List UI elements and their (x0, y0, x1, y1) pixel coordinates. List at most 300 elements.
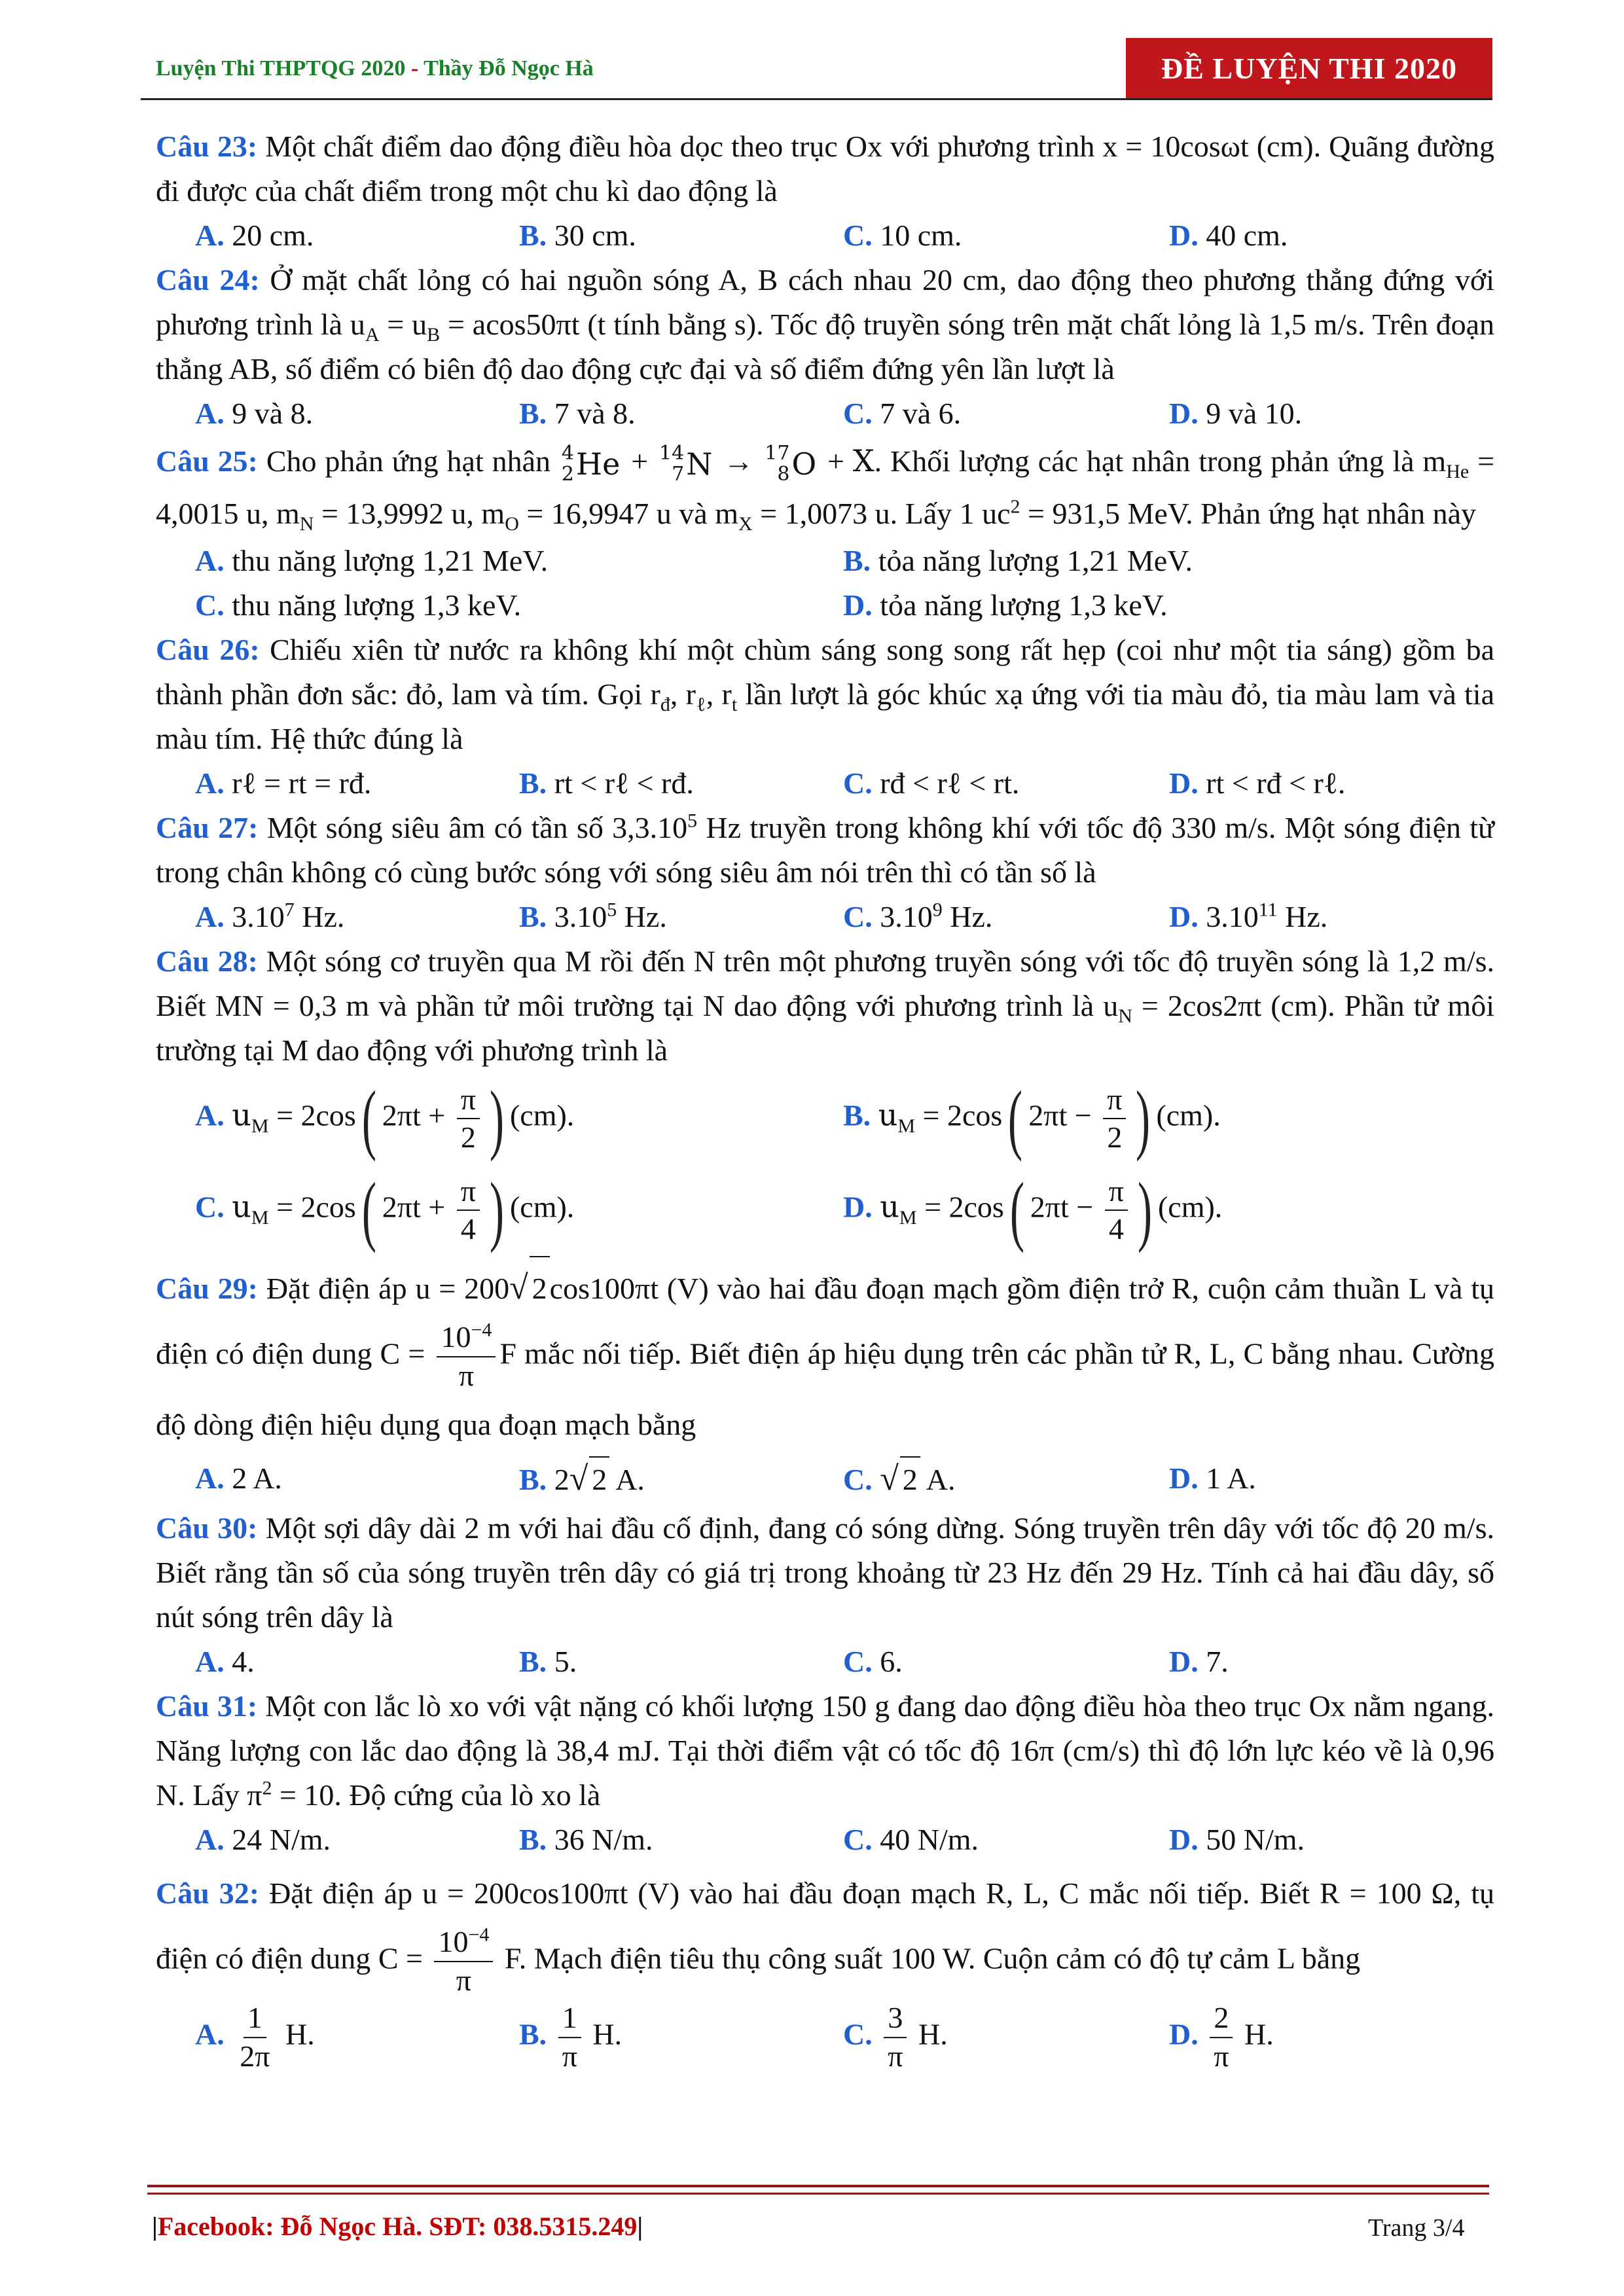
header-course: Luyện Thi THPTQG 2020 (156, 56, 406, 81)
option-b (519, 1640, 577, 1684)
option-text: H. (585, 2017, 623, 2051)
question-23 (156, 124, 1494, 213)
math-text: (cm). (509, 1191, 575, 1224)
math-var: u (232, 1189, 251, 1225)
option-c (843, 1818, 979, 1862)
option-b (519, 761, 694, 806)
subscript: N (299, 513, 314, 535)
question-text: , r (670, 677, 696, 711)
option-text: H. (911, 2017, 948, 2051)
option-text: 40 cm. (1206, 219, 1288, 252)
numerator (434, 1925, 493, 1962)
option-letter: C. (843, 900, 873, 934)
option-letter: A. (195, 1099, 225, 1132)
option-letter: A. (195, 1462, 225, 1496)
option-letter: C. (843, 397, 873, 430)
fraction (1210, 2001, 1233, 2074)
option-d (843, 583, 1168, 628)
math-text: u = 200 (415, 1272, 510, 1306)
question-number: Câu 29: (156, 1272, 258, 1306)
denominator: π (456, 1964, 472, 1998)
option-text: Hz. (617, 900, 667, 934)
question-text: Một sóng siêu âm có tần số 3,3.10 (258, 811, 688, 845)
math-var: u (880, 1189, 899, 1225)
option-b (843, 539, 1193, 583)
option-letter: D. (1169, 900, 1199, 934)
question-text: Một sóng cơ truyền qua M rồi đến N trên một phương truyền sóng với tốc độ truyền sóng là 1,2 m/s. Biết MN = 0,3 m và phần tử môi trường tại N dao động với phương trình là u (156, 944, 1494, 1023)
option-text: rt < rℓ < rđ. (554, 766, 694, 800)
option-text: 3.10 (880, 900, 933, 934)
option-letter: A. (195, 219, 225, 252)
math-text: = 2cos (268, 1099, 356, 1132)
subscript: O (505, 513, 519, 535)
option-letter: C. (195, 1191, 225, 1224)
denominator: 2 (460, 1121, 476, 1155)
numerator-base: 10 (441, 1320, 471, 1354)
option-text: 7 và 6. (880, 397, 962, 430)
math-text: u = 200cos100πt (V) (422, 1876, 680, 1910)
question-number: Câu 23: (156, 130, 258, 163)
option-c (843, 2001, 948, 2074)
math-text: C = (380, 1336, 433, 1371)
option-text: 50 N/m. (1206, 1823, 1305, 1857)
options-29 (156, 1456, 1494, 1506)
math-text: 2πt − (1030, 1191, 1101, 1224)
option-text: 20 cm. (232, 219, 314, 252)
option-letter: C. (843, 219, 873, 252)
option-text: 3.10 (554, 900, 607, 934)
left-paren: ( (361, 1075, 376, 1162)
option-text: 2 A. (232, 1462, 282, 1496)
left-paren: ( (1009, 1166, 1024, 1254)
question-number: Câu 30: (156, 1511, 258, 1545)
sqrt-sign: √ (880, 1460, 899, 1498)
question-text: = 931,5 MeV. Phản ứng hạt nhân này (1020, 497, 1477, 531)
option-text: 10 cm. (880, 219, 962, 252)
option-text: rℓ = rt = rđ. (232, 766, 372, 800)
option-c (843, 213, 962, 258)
atomic-number: 7 (672, 463, 685, 486)
subscript: B (427, 324, 441, 346)
superscript: 2 (1010, 496, 1020, 518)
numerator: 2 (1210, 2001, 1233, 2038)
option-d (1169, 1818, 1305, 1862)
question-text: vào hai đầu đoạn mạch R, L, C mắc nối tiếp. Biết R = 100 Ω, tụ điện có điện dung (156, 1876, 1495, 1975)
option-letter: D. (843, 588, 873, 622)
element-symbol: He (576, 446, 621, 482)
option-letter: D. (843, 1191, 873, 1224)
option-letter: B. (843, 1099, 871, 1132)
question-text: = 1,0073 u. Lấy 1 uc (752, 497, 1011, 531)
option-b (519, 895, 667, 939)
right-paren: ) (489, 1166, 504, 1254)
right-paren: ) (1137, 1166, 1152, 1254)
option-d (1169, 895, 1327, 939)
question-number: Câu 24: (156, 263, 260, 296)
option-text: 1 A. (1206, 1462, 1256, 1496)
option-d (1169, 1640, 1229, 1684)
sqrt-sign: √ (569, 1460, 588, 1498)
math-text: C = (378, 1941, 431, 1975)
question-text: = 2cos2πt (cm). Phần tử môi trường tại M dao động với phương trình là (156, 989, 1494, 1067)
option-a (195, 213, 314, 258)
option-letter: A. (195, 766, 225, 800)
option-letter: C. (843, 2017, 873, 2051)
superscript: 11 (1258, 899, 1278, 922)
option-c (843, 1456, 955, 1502)
options-25-row2 (156, 583, 1494, 628)
option-text: 24 N/m. (232, 1823, 331, 1857)
option-c (843, 391, 961, 436)
subscript: M (251, 1207, 269, 1229)
options-32 (156, 1998, 1494, 2077)
math-text: (cm). (509, 1099, 575, 1132)
math-text: F (499, 1336, 516, 1371)
option-d (1169, 2001, 1274, 2074)
numerator: 1 (244, 2001, 266, 2038)
option-letter: D. (1169, 766, 1199, 800)
option-text: 36 N/m. (554, 1823, 653, 1857)
question-text: Một con lắc lò xo với vật nặng có khối lượng 150 g đang dao động điều hòa theo trục Ox nằm ngang. Năng lượng con lắc dao động là 38,4 mJ. Tại thời điểm vật có tốc độ 16π (cm/s) thì độ lớn lực kéo về là 0,96 N. Lấy π (156, 1689, 1494, 1812)
numerator: 3 (884, 2001, 907, 2038)
option-b (519, 1818, 653, 1862)
option-text: 4. (232, 1645, 255, 1679)
math-text: 2πt + (382, 1191, 453, 1224)
option-letter: A. (195, 2017, 225, 2051)
question-number: Câu 27: (156, 811, 259, 845)
option-a (195, 1075, 575, 1162)
subscript: M (897, 1115, 916, 1138)
option-letter: B. (519, 1463, 547, 1497)
option-text: 5. (554, 1645, 577, 1679)
option-letter: D. (1169, 2017, 1199, 2051)
options-26 (156, 761, 1494, 806)
option-text: Hz. (942, 900, 993, 934)
question-text: = 4,0015 u, m (156, 444, 1495, 531)
option-letter: B. (519, 397, 547, 430)
question-text: Đặt điện áp (259, 1876, 423, 1910)
option-b (519, 213, 636, 258)
numerator: π (1105, 1174, 1128, 1211)
footer-rule-top (147, 2185, 1489, 2187)
numerator-base: 10 (438, 1925, 469, 1959)
question-number: Câu 26: (156, 633, 260, 667)
option-text: 2 (554, 1463, 569, 1497)
element-symbol: N (686, 446, 713, 482)
option-a (195, 761, 371, 806)
fraction (437, 1320, 496, 1393)
option-letter: B. (519, 900, 547, 934)
right-paren: ) (489, 1075, 504, 1162)
option-text: rđ < rℓ < rt. (880, 766, 1020, 800)
option-letter: D. (1169, 1823, 1199, 1857)
superscript: 2 (262, 1777, 272, 1799)
option-text: 6. (880, 1645, 903, 1679)
atomic-number: 2 (561, 463, 574, 486)
math-text: cos100πt (V) (549, 1272, 709, 1306)
question-30 (156, 1506, 1494, 1640)
question-text: F. Mạch điện tiêu thụ công suất 100 W. Cuộn cảm có độ tự cảm L bằng (497, 1941, 1361, 1975)
header-left (156, 56, 594, 81)
fraction (457, 1083, 480, 1156)
question-text: lần lượt là góc khúc xạ ứng với tia màu đỏ, tia màu lam và tia màu tím. Hệ thức đúng là (156, 677, 1494, 756)
option-text: thu năng lượng 1,3 keV. (232, 588, 522, 622)
question-text: , r (706, 677, 732, 711)
question-text: . Khối lượng các hạt nhân trong phản ứng là m (874, 444, 1447, 478)
header-title: ĐỀ LUYỆN THI 2020 (1161, 51, 1457, 85)
numerator (437, 1320, 496, 1357)
nuclide-o (765, 439, 816, 489)
subscript: M (251, 1115, 269, 1138)
option-letter: B. (519, 1823, 547, 1857)
option-a (195, 1456, 282, 1501)
radicand: 2 (900, 1456, 920, 1502)
option-text: tỏa năng lượng 1,21 MeV. (878, 544, 1193, 578)
question-number: Câu 25: (156, 444, 258, 478)
sqrt-sign: √ (509, 1269, 528, 1307)
option-a (195, 539, 548, 583)
footer-rule-bottom (147, 2193, 1489, 2195)
question-text: = 16,9947 u và m (518, 497, 738, 531)
option-text: rt < rđ < rℓ. (1206, 766, 1346, 800)
fraction (434, 1925, 493, 1998)
option-letter: C. (843, 1645, 873, 1679)
fraction (457, 1174, 480, 1247)
math-var: u (232, 1098, 251, 1133)
option-d (843, 1166, 1223, 1254)
question-number: Câu 31: (156, 1689, 258, 1723)
nuclide-n (659, 439, 712, 489)
math-text: = 2cos (268, 1191, 356, 1224)
option-text: Hz. (294, 900, 345, 934)
atomic-number: 8 (777, 463, 790, 486)
mass-number: 17 (765, 442, 790, 465)
denominator: 4 (460, 1212, 476, 1246)
option-a (195, 2001, 315, 2074)
option-letter: B. (519, 2017, 547, 2051)
subscript: X (738, 513, 753, 535)
question-number: Câu 28: (156, 944, 258, 978)
question-28 (156, 939, 1494, 1073)
option-c (843, 1640, 903, 1684)
question-text: Một sợi dây dài 2 m với hai đầu cố định, đang có sóng dừng. Sóng truyền trên dây với tốc độ 20 m/s. Biết rằng tần số của sóng truyền trên dây có giá trị trong khoảng từ 23 Hz đến 29 Hz. Tính cả hai đầu dây, số nút sóng trên dây là (156, 1511, 1494, 1634)
math-var: u (878, 1098, 898, 1133)
option-text: 7 và 8. (554, 397, 636, 430)
mass-number: 14 (659, 442, 685, 465)
subscript: đ (660, 694, 670, 716)
math-text: = 2cos (916, 1191, 1004, 1224)
question-text: = acos50πt (t tính bằng s). Tốc độ truyền sóng trên mặt chất lỏng là 1,5 m/s. Trên đoạn thẳng AB, số điểm có biên độ dao động cực đại và số điểm đứng yên lần lượt là (156, 308, 1494, 386)
superscript: 7 (284, 899, 295, 922)
option-a (195, 895, 344, 939)
option-letter: D. (1169, 1645, 1199, 1679)
option-b (519, 1456, 645, 1502)
subscript: t (731, 694, 738, 716)
question-text: vào hai đầu đoạn mạch gồm điện trở R, cuộn cảm thuần L và tụ điện có điện dung (156, 1272, 1495, 1371)
question-24 (156, 258, 1494, 391)
question-31 (156, 1684, 1494, 1818)
question-26 (156, 628, 1494, 761)
option-text: 3.10 (232, 900, 285, 934)
question-27 (156, 806, 1494, 895)
option-b (519, 391, 636, 436)
option-text: H. (278, 2017, 315, 2051)
option-c (843, 895, 992, 939)
superscript: 5 (687, 810, 698, 833)
options-25-row1 (156, 539, 1494, 583)
subscript: He (1446, 461, 1470, 483)
element-symbol: O (791, 446, 817, 482)
footer-bar: | (152, 2212, 158, 2241)
fraction (558, 2001, 581, 2074)
option-letter: D. (1169, 1462, 1199, 1496)
option-text: 9 và 10. (1206, 397, 1303, 430)
option-letter: B. (519, 766, 547, 800)
header-title-box (1126, 38, 1492, 98)
page-content (156, 124, 1494, 2077)
option-text: 9 và 8. (232, 397, 314, 430)
subscript: ℓ (695, 694, 706, 716)
option-c (843, 761, 1019, 806)
radicand: 2 (530, 1256, 550, 1320)
option-b (843, 1075, 1221, 1162)
denominator: π (1214, 2039, 1229, 2073)
option-letter: D. (1169, 397, 1199, 430)
question-text: = u (379, 308, 427, 341)
question-text: mắc nối tiếp. Biết điện áp hiệu dụng trên các phần tử R, L, C bằng nhau. Cường độ dòng điện hiệu dụng qua đoạn mạch bằng (156, 1336, 1495, 1442)
superscript: −4 (471, 1319, 492, 1342)
option-text: thu năng lượng 1,21 MeV. (232, 544, 549, 578)
option-letter: C. (843, 1823, 873, 1857)
option-text: 30 cm. (554, 219, 636, 252)
option-text: 40 N/m. (880, 1823, 979, 1857)
option-letter: D. (1169, 219, 1199, 252)
option-a (195, 1818, 331, 1862)
denominator: 2 (1107, 1121, 1123, 1155)
option-text: Hz. (1277, 900, 1328, 934)
header-divider (141, 98, 1492, 100)
superscript: 9 (932, 899, 943, 922)
question-number: Câu 32: (156, 1876, 260, 1910)
math-text: 2πt − (1028, 1099, 1100, 1132)
footer-facebook: Facebook: Đỗ Ngọc Hà. SĐT: 038.5315.249 (157, 2212, 638, 2241)
option-b (519, 2001, 622, 2074)
option-d (1169, 213, 1288, 258)
footer-contact (152, 2211, 643, 2242)
denominator: 4 (1108, 1212, 1124, 1246)
element-symbol: X (852, 443, 875, 478)
option-letter: A. (195, 544, 225, 578)
question-text: Chiếu xiên từ nước ra không khí một chùm sáng song song rất hẹp (coi như một tia sáng) gồm ba thành phần đơn sắc: đỏ, lam và tím. Gọi r (156, 633, 1495, 711)
header-teacher: Thầy Đỗ Ngọc Hà (424, 56, 594, 81)
question-text: Một chất điểm dao động điều hòa dọc theo trục Ox với phương trình x = 10cosωt (cm). Quãng đường đi được của chất điểm trong một chu kì dao động là (156, 130, 1494, 207)
question-text: Cho phản ứng hạt nhân (258, 444, 559, 478)
left-paren: ( (1008, 1075, 1023, 1162)
options-23 (156, 213, 1494, 258)
option-letter: B. (519, 219, 547, 252)
subscript: N (1118, 1005, 1132, 1028)
options-30 (156, 1640, 1494, 1684)
option-letter: A. (195, 1823, 225, 1857)
question-29 (156, 1256, 1494, 1456)
options-28-row2 (156, 1164, 1494, 1256)
subscript: A (365, 324, 380, 346)
options-31 (156, 1818, 1494, 1862)
denominator: π (888, 2039, 903, 2073)
fraction (884, 2001, 907, 2074)
option-letter: B. (519, 1645, 547, 1679)
denominator: π (562, 2039, 577, 2073)
math-text: (cm). (1156, 1099, 1221, 1132)
option-letter: A. (195, 900, 225, 934)
superscript: −4 (468, 1924, 490, 1946)
numerator: π (1103, 1083, 1126, 1120)
option-c (195, 1166, 575, 1254)
superscript: 5 (607, 899, 617, 922)
question-text: Hz truyền trong không khí với tốc độ 330 m/s. Một sóng điện từ trong chân không có cùng bước sóng với sóng siêu âm nói trên thì có tần số là (156, 811, 1494, 889)
right-paren: ) (1136, 1075, 1151, 1162)
fraction (236, 2001, 274, 2074)
option-text: A. (609, 1463, 645, 1497)
question-text: = 13,9992 u, m (314, 497, 505, 531)
question-text: = 10. Độ cứng của lò xo là (272, 1778, 601, 1812)
fraction (1105, 1174, 1128, 1247)
option-c (195, 583, 521, 628)
option-text: tỏa năng lượng 1,3 keV. (880, 588, 1168, 622)
math-text: 2πt + (382, 1099, 453, 1132)
denominator: 2π (240, 2039, 270, 2073)
math-text: (cm). (1157, 1191, 1223, 1224)
nuclide-he (562, 439, 620, 489)
header-separator: - (405, 56, 424, 81)
fraction (1103, 1083, 1126, 1156)
option-d (1169, 391, 1302, 436)
option-letter: C. (195, 588, 225, 622)
footer-bar: | (637, 2212, 643, 2241)
option-letter: A. (195, 397, 225, 430)
math-text: = 2cos (915, 1099, 1003, 1132)
option-d (1169, 761, 1345, 806)
option-letter: B. (843, 544, 871, 578)
option-a (195, 391, 313, 436)
page-number: Trang 3/4 (1368, 2214, 1465, 2242)
option-text: 7. (1206, 1645, 1229, 1679)
option-text: 3.10 (1206, 900, 1259, 934)
option-letter: C. (843, 766, 873, 800)
options-27 (156, 895, 1494, 939)
question-text: Đặt điện áp (257, 1272, 416, 1306)
option-letter: A. (195, 1645, 225, 1679)
question-32 (156, 1862, 1494, 1998)
question-text: Ở mặt chất lỏng có hai nguồn sóng A, B cách nhau 20 cm, dao động theo phương thẳng đứng với phương trình là u (156, 263, 1494, 341)
option-text: A. (920, 1463, 956, 1497)
numerator: π (457, 1174, 480, 1211)
option-letter: C. (843, 1463, 873, 1497)
subscript: M (899, 1207, 917, 1229)
option-d (1169, 1456, 1256, 1501)
question-25: Câu 25: Cho phản ứng hạt nhân 4 2 He + 14 7 N → 17 8 O + X. Khối lượng các hạt nhân trong phản ứng là $m_{He} = 4,0015$ u, $m_N = 13,9992$ u, $m_O = 16,9947$ u và $m_X = 1,0073$ u. Lấy 1 $uc^2 = 931,5$ MeV. Phản ứng hạt nhân này (156, 436, 1494, 539)
options-24 (156, 391, 1494, 436)
mass-number: 4 (561, 442, 574, 465)
option-a (195, 1640, 255, 1684)
denominator: π (458, 1359, 475, 1393)
left-paren: ( (361, 1166, 376, 1254)
numerator: 1 (558, 2001, 581, 2038)
option-text: H. (1236, 2017, 1274, 2051)
options-28-row1 (156, 1073, 1494, 1164)
radicand: 2 (589, 1456, 609, 1502)
numerator: π (457, 1083, 480, 1120)
